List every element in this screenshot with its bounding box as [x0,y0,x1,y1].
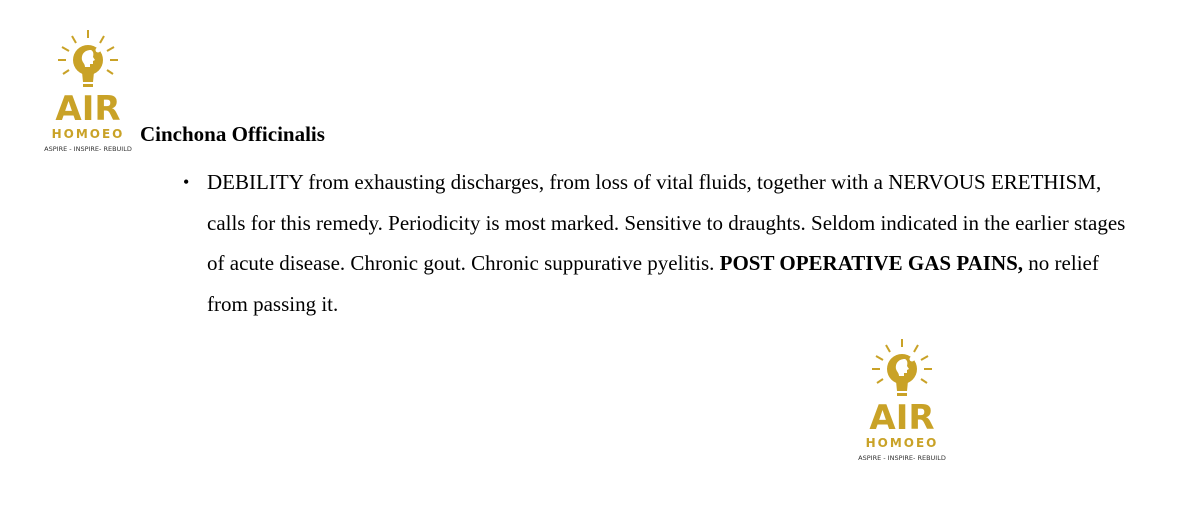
logo-name: HOMOEO [865,436,939,450]
description-text: DEBILITY from exhausting discharges, from loss of vital fluids, together with a NERVOUS ERETHISM, calls for this remedy. Periodicity is most marked. Sensitive to draughts. Seldom indicated in the earlier stages of acute disease. Chronic gout. Chronic suppurative pyelitis. [207,170,1126,275]
logo-tagline: ASPIRE - INSPIRE- REBUILD [858,454,946,462]
logo-name: HOMOEO [51,127,125,141]
logo-brand: AIR [869,398,935,438]
remedy-description-list [183,162,1143,324]
lightbulb-with-face-icon [58,30,118,87]
lightbulb-with-face-icon [872,339,932,396]
description-bold-text: POST OPERATIVE GAS PAINS, [719,251,1024,275]
remedy-heading: Cinchona Officinalis [140,122,325,146]
logo-tagline: ASPIRE - INSPIRE- REBUILD [44,145,132,153]
bullet-marker: • [183,172,190,192]
list-item [183,162,1143,324]
description-text-end: no relief from passing it. [207,251,1099,316]
air-homoeo-logo [38,28,138,154]
air-homoeo-logo-watermark [852,337,952,463]
logo-brand: AIR [55,89,121,129]
